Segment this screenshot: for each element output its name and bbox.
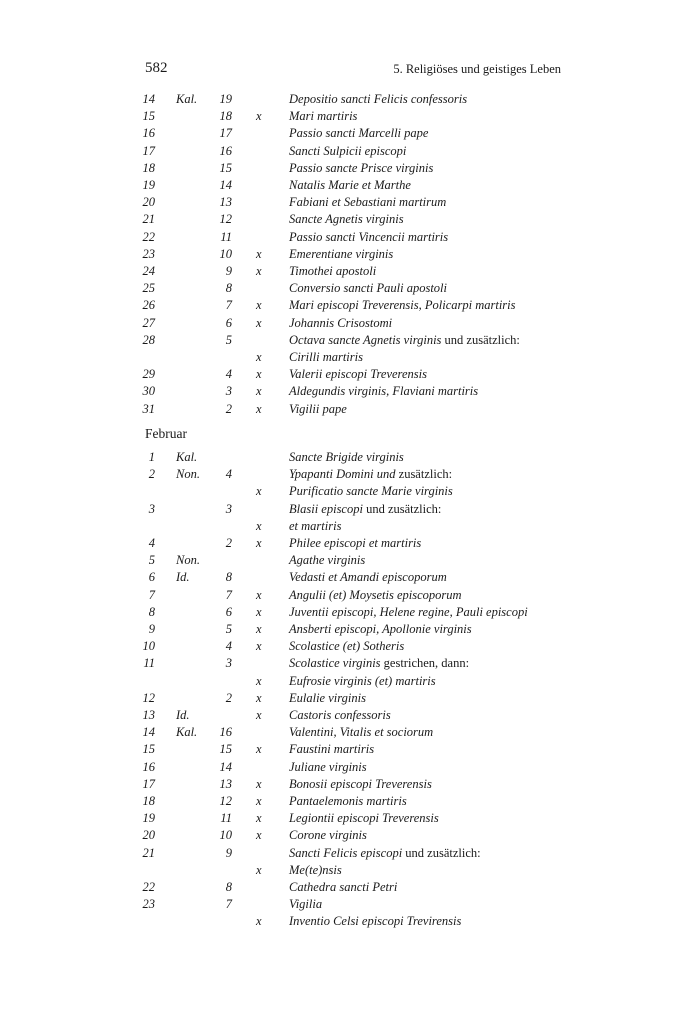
calendar-row [0,161,700,178]
feast-name: Scolastice (et) Sotheris [289,639,405,654]
x-mark: x [256,298,262,313]
calendar-row [0,863,700,880]
day-count: 11 [220,229,232,244]
x-mark: x [256,811,262,826]
feast-entry [289,450,404,465]
day-count: 5 [225,622,232,636]
calendar-row [0,777,700,794]
calendar-row [0,811,700,828]
feast-name: Passio sancti Marcelli pape [289,126,429,141]
day-count: 12 [219,794,232,808]
feast-entry [289,880,397,895]
feast-entry [289,588,462,603]
day-count: 18 [219,109,232,124]
feast-name: Cirilli martiris [289,350,363,364]
day-number: 12 [142,690,155,705]
x-mark: x [256,384,262,399]
day-count: 8 [225,570,232,585]
feast-entry [289,484,453,499]
calendar-marker: Non. [176,467,200,482]
x-mark: x [256,246,262,261]
feast-name: Vigilia [289,897,323,912]
calendar-row [0,897,700,914]
feast-name: et martiris [289,518,342,533]
feast-entry [289,742,374,757]
day-count: 7 [225,298,232,313]
x-mark: x [256,622,262,636]
feast-name: Eulalie virginis [289,690,366,705]
day-count: 14 [219,178,232,192]
day-count: 15 [219,160,232,175]
x-mark: x [256,350,262,364]
feast-name: Fabiani et Sebastiani martirum [289,195,447,210]
feast-name: Emerentiane virginis [289,246,394,261]
x-mark: x [256,862,262,877]
feast-name: Bonosii episcopi Treverensis [289,776,432,791]
feast-entry [289,126,428,141]
editorial-note: zusätzlich: [398,467,453,482]
feast-entry [289,605,528,620]
day-number: 2 [148,467,155,482]
day-number: 13 [142,708,155,722]
calendar-row [0,350,700,367]
day-count: 2 [225,690,232,705]
day-number: 23 [142,897,155,912]
day-number: 1 [148,450,155,464]
feast-entry [289,811,439,826]
calendar-row [0,605,700,622]
day-number: 10 [142,639,155,654]
day-count: 3 [225,501,232,516]
day-number: 18 [142,794,155,808]
calendar-row [0,914,700,931]
day-number: 7 [148,587,155,602]
day-number: 14 [142,725,155,740]
day-number: 27 [142,315,155,330]
calendar-row [0,109,700,126]
calendar-row [0,553,700,570]
feast-name: Ansberti episcopi, Apollonie virginis [289,622,472,636]
feast-name: Johannis Crisostomi [289,315,393,330]
feast-name: Eufrosie virginis (et) martiris [289,673,436,688]
feast-entry [289,519,341,534]
calendar-marker: Id. [176,708,190,722]
calendar-row [0,639,700,656]
feast-name: Ypapanti Domini und [289,467,396,482]
x-mark: x [256,401,262,416]
x-mark: x [256,639,262,654]
day-count: 8 [225,880,232,894]
feast-entry [289,777,432,792]
feast-entry [289,92,467,107]
feast-entry [289,674,436,689]
day-number: 3 [148,501,155,516]
calendar-row [0,794,700,811]
feast-name: Cathedra sancti Petri [289,880,398,894]
calendar-row [0,725,700,742]
day-number: 17 [142,776,155,791]
feast-entry [289,402,347,417]
feast-name: Natalis Marie et Marthe [289,178,411,192]
feast-name: Aldegundis virginis, Flaviani martiris [289,384,479,399]
feast-entry [289,161,433,176]
feast-entry [289,247,393,262]
x-mark: x [256,367,262,382]
calendar-marker: Non. [176,553,200,568]
feast-entry [289,384,478,399]
feast-name: Inventio Celsi episcopi Trevirensis [289,914,462,929]
day-number: 9 [148,622,155,636]
calendar-row [0,570,700,587]
day-count: 7 [225,587,232,602]
day-number: 29 [142,367,155,382]
x-mark: x [256,742,262,757]
day-count: 3 [225,384,232,399]
day-number: 26 [142,298,155,313]
day-number: 14 [142,92,155,106]
feast-name: Timothei apostoli [289,264,377,278]
editorial-note: und zusätzlich: [444,332,520,347]
day-count: 4 [225,467,232,482]
feast-entry [289,195,446,210]
calendar-row [0,656,700,673]
calendar-row [0,281,700,298]
day-number: 16 [142,759,155,774]
feast-name: Pantaelemonis martiris [289,794,407,808]
feast-name: Passio sancte Prisce virginis [289,160,434,175]
calendar-row [0,450,700,467]
calendar-marker: Id. [176,570,190,585]
day-count: 16 [219,725,232,740]
calendar-row [0,519,700,536]
calendar-row [0,384,700,401]
editorial-note: gestrichen, dann: [383,656,470,671]
feast-name: Castoris confessoris [289,708,391,722]
feast-name: Scolastice virginis [289,656,381,671]
feast-entry [289,639,404,654]
calendar-row [0,367,700,384]
feast-entry [289,914,461,929]
day-count: 4 [225,639,232,654]
day-number: 21 [142,845,155,860]
day-number: 31 [142,401,155,416]
calendar-row [0,212,700,229]
feast-entry [289,178,411,193]
day-count: 10 [219,246,232,261]
day-number: 24 [142,264,155,278]
feast-entry [289,570,447,585]
feast-entry [289,230,448,245]
day-number: 17 [142,143,155,158]
day-number: 22 [142,880,155,894]
calendar-row [0,880,700,897]
feast-name: Vedasti et Amandi episcoporum [289,570,447,585]
feast-entry [289,109,357,124]
x-mark: x [256,794,262,808]
day-number: 5 [148,553,155,568]
day-count: 19 [219,92,232,106]
day-count: 15 [219,742,232,757]
feast-name: Faustini martiris [289,742,375,757]
day-number: 19 [142,811,155,826]
feast-name: Conversio sancti Pauli apostoli [289,281,447,296]
calendar-row [0,691,700,708]
calendar-marker: Kal. [176,92,198,106]
month-heading-february: Februar [145,426,187,441]
day-count: 2 [225,401,232,416]
day-number: 25 [142,281,155,296]
feast-name: Juventii episcopi, Helene regine, Pauli episcopi [289,604,528,619]
calendar-row [0,536,700,553]
day-count: 17 [219,126,232,141]
day-number: 22 [142,229,155,244]
x-mark: x [256,914,262,929]
feast-entry [289,553,365,568]
feast-name: Corone virginis [289,828,367,843]
day-count: 10 [219,828,232,843]
x-mark: x [256,673,262,688]
calendar-row [0,316,700,333]
calendar-row [0,484,700,501]
day-count: 16 [219,143,232,158]
feast-entry [289,212,404,227]
calendar-marker: Kal. [176,450,198,464]
day-count: 8 [225,281,232,296]
x-mark: x [256,315,262,330]
feast-entry [289,467,452,482]
calendar-row [0,247,700,264]
feast-name: Valerii episcopi Treverensis [289,367,427,382]
feast-name: Passio sancti Vincencii martiris [289,229,449,244]
calendar-row [0,742,700,759]
x-mark: x [256,264,262,278]
day-count: 12 [219,212,232,227]
calendar-row [0,333,700,350]
calendar-row [0,298,700,315]
x-mark: x [256,604,262,619]
day-number: 28 [142,332,155,347]
calendar-row [0,588,700,605]
x-mark: x [256,536,262,550]
day-count: 4 [225,367,232,382]
calendar-row [0,402,700,419]
calendar-row [0,92,700,109]
feast-entry [289,367,427,382]
calendar-row [0,674,700,691]
running-head: 5. Religiöses und geistiges Leben [393,62,561,76]
feast-entry [289,760,367,775]
feast-entry [289,264,376,279]
page-number: 582 [145,60,168,76]
x-mark: x [256,690,262,705]
day-count: 7 [225,897,232,912]
feast-name: Sancte Agnetis virginis [289,212,404,227]
day-count: 9 [225,845,232,860]
calendar-row [0,760,700,777]
day-number: 21 [142,212,155,227]
calendar-row [0,264,700,281]
day-number: 23 [142,246,155,261]
day-count: 2 [225,536,232,550]
calendar-row [0,230,700,247]
feast-entry [289,144,406,159]
x-mark: x [256,109,262,124]
day-number: 15 [142,742,155,757]
feast-entry [289,281,447,296]
feast-entry [289,846,481,861]
feast-name: Sancte Brigide virginis [289,450,404,464]
x-mark: x [256,587,262,602]
feast-name: Mari episcopi Treverensis, Policarpi martiris [289,298,516,313]
feast-name: Juliane virginis [289,759,367,774]
day-number: 19 [142,178,155,192]
feast-name: Philee episcopi et martiris [289,536,422,550]
day-count: 6 [225,315,232,330]
calendar-row [0,502,700,519]
feast-entry [289,656,469,671]
feast-entry [289,622,472,637]
calendar-row [0,622,700,639]
day-count: 11 [220,811,232,826]
feast-entry [289,350,363,365]
feast-entry [289,725,433,740]
day-count: 3 [225,656,232,671]
x-mark: x [256,776,262,791]
feast-entry [289,691,366,706]
day-count: 14 [219,759,232,774]
feast-name: Me(te)nsis [289,862,342,877]
feast-name: Blasii episcopi [289,501,363,516]
day-number: 15 [142,109,155,124]
feast-entry [289,316,392,331]
day-count: 13 [219,776,232,791]
feast-name: Sancti Sulpicii episcopi [289,143,407,158]
x-mark: x [256,484,262,499]
calendar-row [0,828,700,845]
day-number: 30 [142,384,155,399]
feast-name: Vigilii pape [289,401,347,416]
page-header [145,60,561,80]
feast-entry [289,298,516,313]
feast-name: Legiontii episcopi Treverensis [289,811,439,826]
day-number: 18 [142,160,155,175]
day-number: 16 [142,126,155,141]
day-count: 9 [225,264,232,278]
day-number: 20 [142,195,155,210]
calendar-row [0,178,700,195]
calendar-row [0,846,700,863]
day-count: 13 [219,195,232,210]
feast-name: Depositio sancti Felicis confessoris [289,92,468,106]
calendar-row [0,126,700,143]
feast-entry [289,794,407,809]
calendar-row [0,467,700,484]
feast-name: Purificatio sancte Marie virginis [289,484,453,499]
calendar-row [0,144,700,161]
feast-entry [289,502,441,517]
editorial-note: und zusätzlich: [366,501,442,516]
feast-name: Sancti Felicis episcopi [289,845,403,860]
x-mark: x [256,708,262,722]
x-mark: x [256,518,262,533]
editorial-note: und zusätzlich: [405,845,481,860]
feast-name: Mari martiris [289,109,358,124]
calendar-marker: Kal. [176,725,198,740]
day-number: 11 [143,656,155,671]
x-mark: x [256,828,262,843]
feast-name: Valentini, Vitalis et sociorum [289,725,434,740]
feast-entry [289,536,421,551]
feast-name: Angulii (et) Moysetis episcoporum [289,587,462,602]
feast-entry [289,828,367,843]
calendar-row [0,708,700,725]
day-count: 6 [225,604,232,619]
feast-entry [289,863,342,878]
feast-entry [289,708,391,723]
feast-entry [289,333,520,348]
feast-name: Agathe virginis [289,553,366,568]
day-number: 4 [148,536,155,550]
day-number: 6 [148,570,155,585]
day-count: 5 [225,332,232,347]
feast-entry [289,897,322,912]
day-number: 8 [148,604,155,619]
day-number: 20 [142,828,155,843]
feast-name: Octava sancte Agnetis virginis [289,332,442,347]
calendar-row [0,195,700,212]
